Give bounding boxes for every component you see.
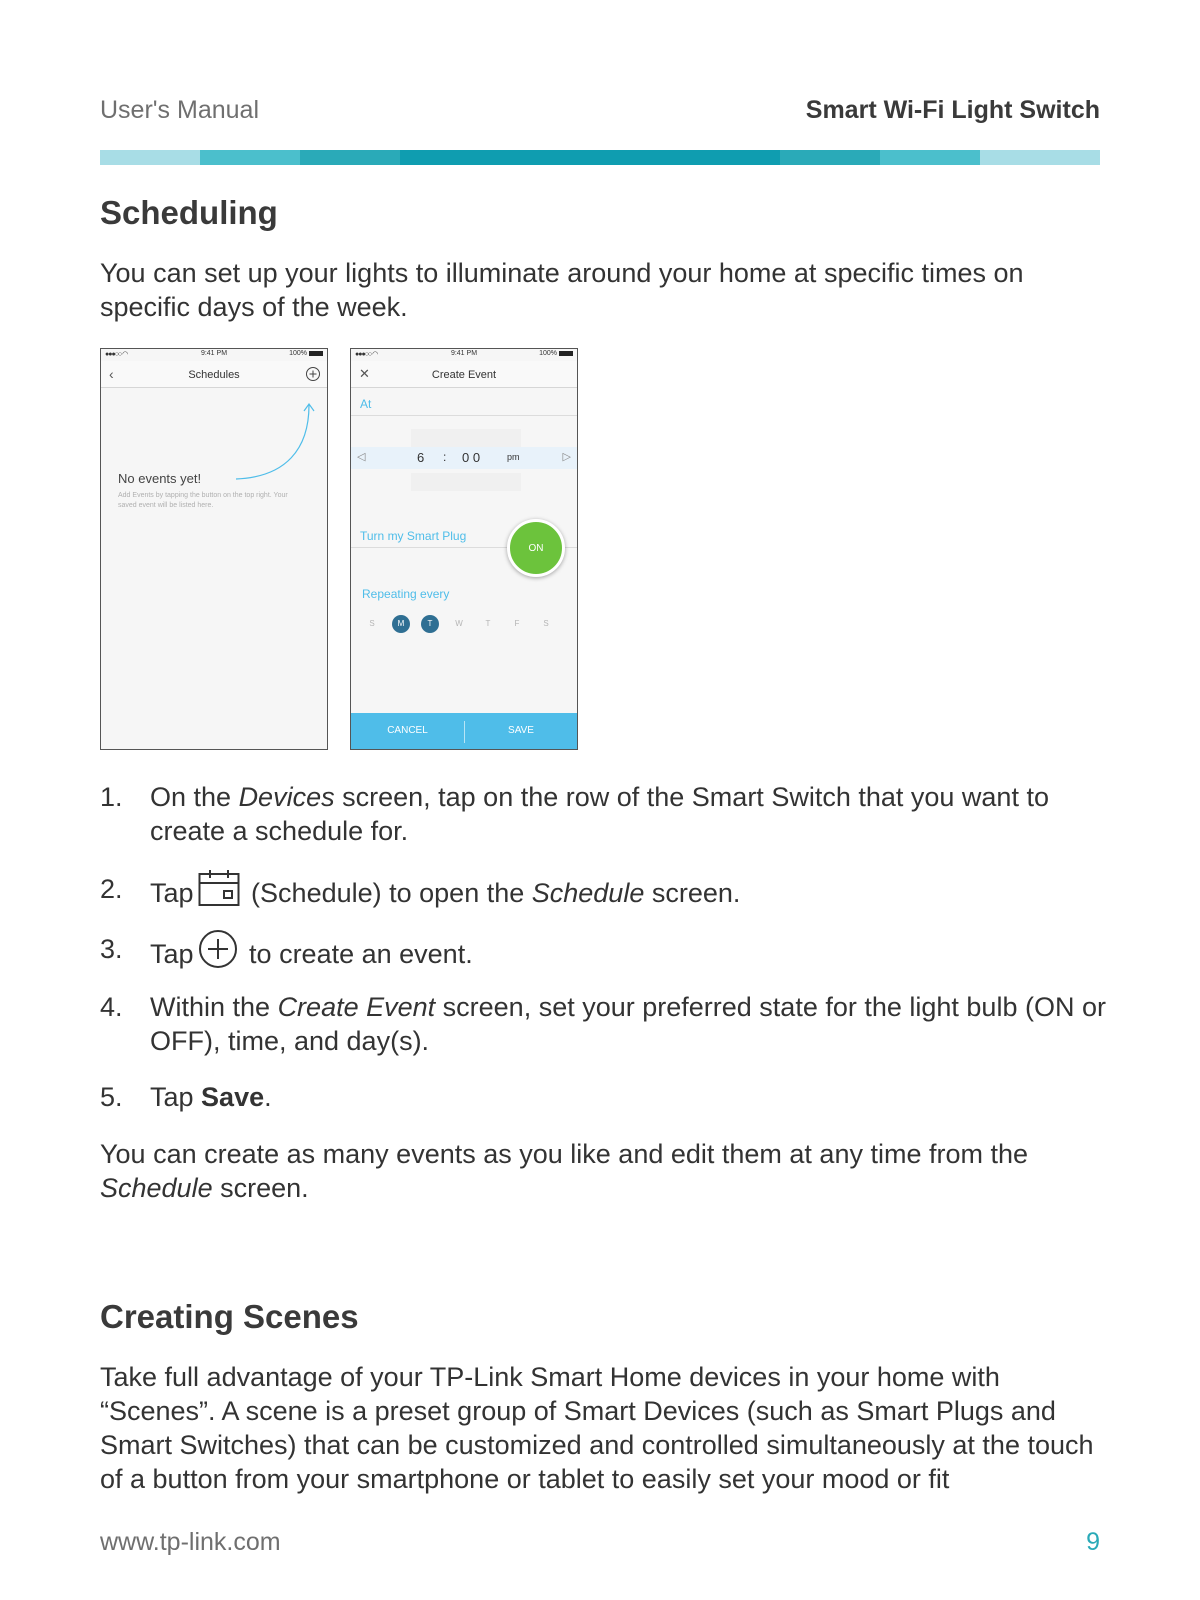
outro-text: screen. xyxy=(212,1173,309,1203)
day-option[interactable]: T xyxy=(485,619,491,628)
schedules-screenshot xyxy=(100,348,328,750)
step-emphasis: Create Event xyxy=(277,992,436,1022)
hint-arrow-icon xyxy=(231,399,321,489)
scheduling-heading: Scheduling xyxy=(100,194,278,231)
calendar-icon xyxy=(198,869,240,915)
step-text: . xyxy=(264,1082,272,1112)
step-text: Tap xyxy=(150,939,194,970)
save-button[interactable]: SAVE xyxy=(508,725,534,736)
step-text: screen, tap on the row of the Smart Switch that you want to create a schedule for. xyxy=(150,782,1049,846)
status-time: 9:41 PM xyxy=(450,350,478,357)
time-minute[interactable]: 0 0 xyxy=(462,450,481,465)
scenes-text: Take full advantage of your TP-Link Smart Home devices in your home with “Scenes”. A scene is a preset group of Smart Devices (such as Smart Plugs and Smart Switches) that can be customized and controlled simultaneously at the touch of a button from your smartphone or tablet to easily set your mood or fit xyxy=(100,1362,1094,1494)
color-bar-segment xyxy=(300,150,400,165)
outro-emphasis: Schedule xyxy=(100,1173,213,1203)
create-event-nav-bar xyxy=(351,361,577,388)
status-battery-text: 100% xyxy=(289,350,307,357)
chevron-right-icon[interactable]: ▷ xyxy=(562,451,571,463)
status-time: 9:41 PM xyxy=(200,350,228,357)
plus-circle-icon[interactable] xyxy=(305,366,321,387)
at-label: At xyxy=(360,397,372,411)
nav-title: Schedules xyxy=(188,369,240,381)
day-option[interactable]: T xyxy=(421,615,439,633)
empty-state-hint: Add Events by tapping the button on the top right. Your saved event will be listed here. xyxy=(118,492,288,509)
signal-icon: ●●●○○ ◠ xyxy=(355,351,378,358)
turn-label: Turn my Smart Plug xyxy=(360,529,467,543)
step-text: Within the xyxy=(150,992,278,1022)
empty-state-title: No events yet! xyxy=(118,471,202,486)
step-emphasis: Schedule xyxy=(531,878,645,909)
step-number: 5. xyxy=(100,1082,123,1112)
day-selector xyxy=(363,615,563,635)
header-color-bar xyxy=(100,150,1100,165)
repeat-label: Repeating every xyxy=(362,587,450,601)
step-number: 2. xyxy=(100,874,123,904)
color-bar-segment xyxy=(100,150,200,165)
step-number: 4. xyxy=(100,992,123,1022)
status-bar xyxy=(351,349,577,359)
scheduling-intro: You can set up your lights to illuminate around your home at specific times on specific days of the week. xyxy=(100,258,1024,322)
step-number: 3. xyxy=(100,934,123,964)
step-text: On the xyxy=(150,782,239,812)
cancel-button[interactable]: CANCEL xyxy=(387,725,428,736)
footer-url[interactable]: www.tp-link.com xyxy=(100,1528,281,1556)
toggle-label: ON xyxy=(528,542,544,554)
nav-title: Create Event xyxy=(431,369,497,381)
chevron-left-icon[interactable]: ‹ xyxy=(109,366,114,382)
step-number: 1. xyxy=(100,782,123,812)
action-bar xyxy=(351,713,577,749)
page-number: 9 xyxy=(1086,1528,1100,1556)
header-manual-label: User's Manual xyxy=(100,96,259,124)
color-bar-segment xyxy=(780,150,880,165)
step-text: Tap xyxy=(150,878,194,909)
color-bar-segment xyxy=(880,150,980,165)
scheduling-outro xyxy=(100,1137,1100,1205)
day-option[interactable]: S xyxy=(369,619,375,628)
color-bar-segment xyxy=(980,150,1100,165)
step-emphasis: Save xyxy=(201,1082,265,1112)
create-event-screenshot xyxy=(350,348,578,750)
day-option[interactable]: M xyxy=(392,615,410,633)
battery-icon xyxy=(309,351,323,356)
day-option[interactable]: F xyxy=(514,619,520,628)
time-picker[interactable] xyxy=(351,447,577,469)
step-text: to create an event. xyxy=(241,939,473,970)
time-hour[interactable]: 6 xyxy=(417,450,425,465)
chevron-left-icon[interactable]: ◁ xyxy=(357,451,366,463)
signal-icon: ●●●○○ ◠ xyxy=(105,351,128,358)
scenes-heading: Creating Scenes xyxy=(100,1298,359,1335)
step-text: screen. xyxy=(644,878,741,909)
day-option[interactable]: S xyxy=(543,619,549,628)
step-emphasis: Devices xyxy=(238,782,335,812)
status-battery-text: 100% xyxy=(539,350,557,357)
header-product-title: Smart Wi-Fi Light Switch xyxy=(805,96,1100,124)
step-text: Tap xyxy=(150,1082,202,1112)
time-colon: : xyxy=(443,450,447,464)
status-bar xyxy=(101,349,327,359)
time-ampm[interactable]: pm xyxy=(507,452,520,462)
schedules-nav-bar xyxy=(101,361,327,388)
on-off-toggle[interactable] xyxy=(507,519,565,577)
plus-circle-icon xyxy=(198,929,238,977)
color-bar-segment xyxy=(200,150,300,165)
color-bar-segment xyxy=(400,150,780,165)
outro-text: You can create as many events as you like and edit them at any time from the xyxy=(100,1139,1029,1169)
step-text: screen, set your preferred state for the light bulb (ON or OFF), time, and day(s). xyxy=(150,992,1106,1056)
step-text: (Schedule) to open the xyxy=(243,878,532,909)
battery-icon xyxy=(559,351,573,356)
day-option[interactable]: W xyxy=(455,619,463,628)
close-icon[interactable]: ✕ xyxy=(359,366,370,381)
